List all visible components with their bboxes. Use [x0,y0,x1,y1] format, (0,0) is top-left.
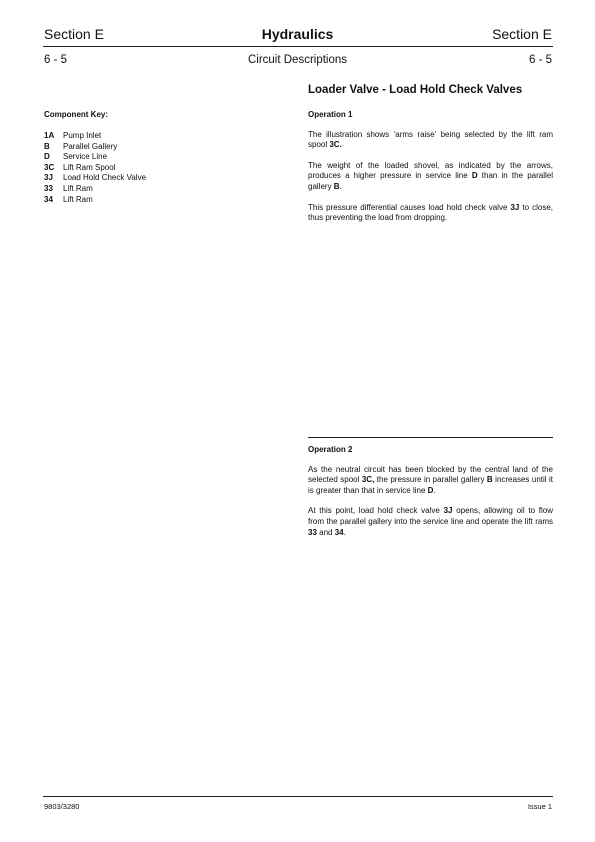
operation-1-paragraph-2: The weight of the loaded shovel, as indicated by the arrows, produces a higher pressure in service line D than in the parallel gallery B. [308,160,553,191]
header-rule [43,46,553,47]
component-code: 34 [44,194,53,204]
component-code: D [44,152,50,162]
component-code: B [44,141,50,151]
component-label: Lift Ram [63,194,93,204]
operation-divider [308,437,553,438]
component-key-item [44,131,146,142]
component-label: Lift Ram Spool [63,162,116,172]
operation-2-paragraph-2: At this point, load hold check valve 3J opens, allowing oil to flow from the parallel gallery into the service line and operate the lift rams 33 and 34. [308,506,553,537]
component-code: 3C [44,162,55,172]
component-label: Load Hold Check Valve [63,173,147,183]
operation-1-paragraph-1: The illustration shows ‘arms raise’ being selected by the lift ram spool 3C. [308,129,553,150]
section-heading: Loader Valve - Load Hold Check Valves [308,84,523,96]
component-code: 33 [44,183,53,193]
page-number-right: 6 - 5 [528,54,552,66]
page-subtitle: Circuit Descriptions [247,54,348,66]
section-label-right: Section E [492,26,552,42]
operation-1-paragraph-3: This pressure differential causes load hold check valve 3J to close, thus preventing the load from dropping. [308,202,553,223]
document-number: 9803/3280 [44,802,80,811]
component-key-item [44,152,146,163]
operation-1-block [308,110,553,224]
component-key-list [44,131,146,205]
component-key-item [44,184,146,195]
operation-2-block [308,445,553,538]
page-title: Hydraulics [261,26,334,42]
component-label: Service Line [63,152,108,162]
operation-2-paragraph-1: As the neutral circuit has been blocked by the central land of the selected spool 3C, the pressure in parallel gallery B increases until it is greater than that in service line D. [308,464,554,495]
component-key-item [44,163,146,174]
component-key-title: Component Key: [44,110,108,119]
component-code: 1A [44,131,55,140]
component-code: 3J [44,173,53,183]
operation-1-title: Operation 1 [308,110,353,119]
page-number-left: 6 - 5 [44,54,68,66]
component-key-item [44,142,146,153]
component-label: Parallel Gallery [63,141,118,151]
component-key-item [44,195,146,206]
issue-label: Issue 1 [527,802,552,811]
footer-rule [43,796,553,797]
component-label: Pump Inlet [63,131,102,140]
component-key-item [44,173,146,184]
section-label-left: Section E [44,26,104,42]
operation-2-title: Operation 2 [308,445,353,454]
component-label: Lift Ram [63,183,93,193]
